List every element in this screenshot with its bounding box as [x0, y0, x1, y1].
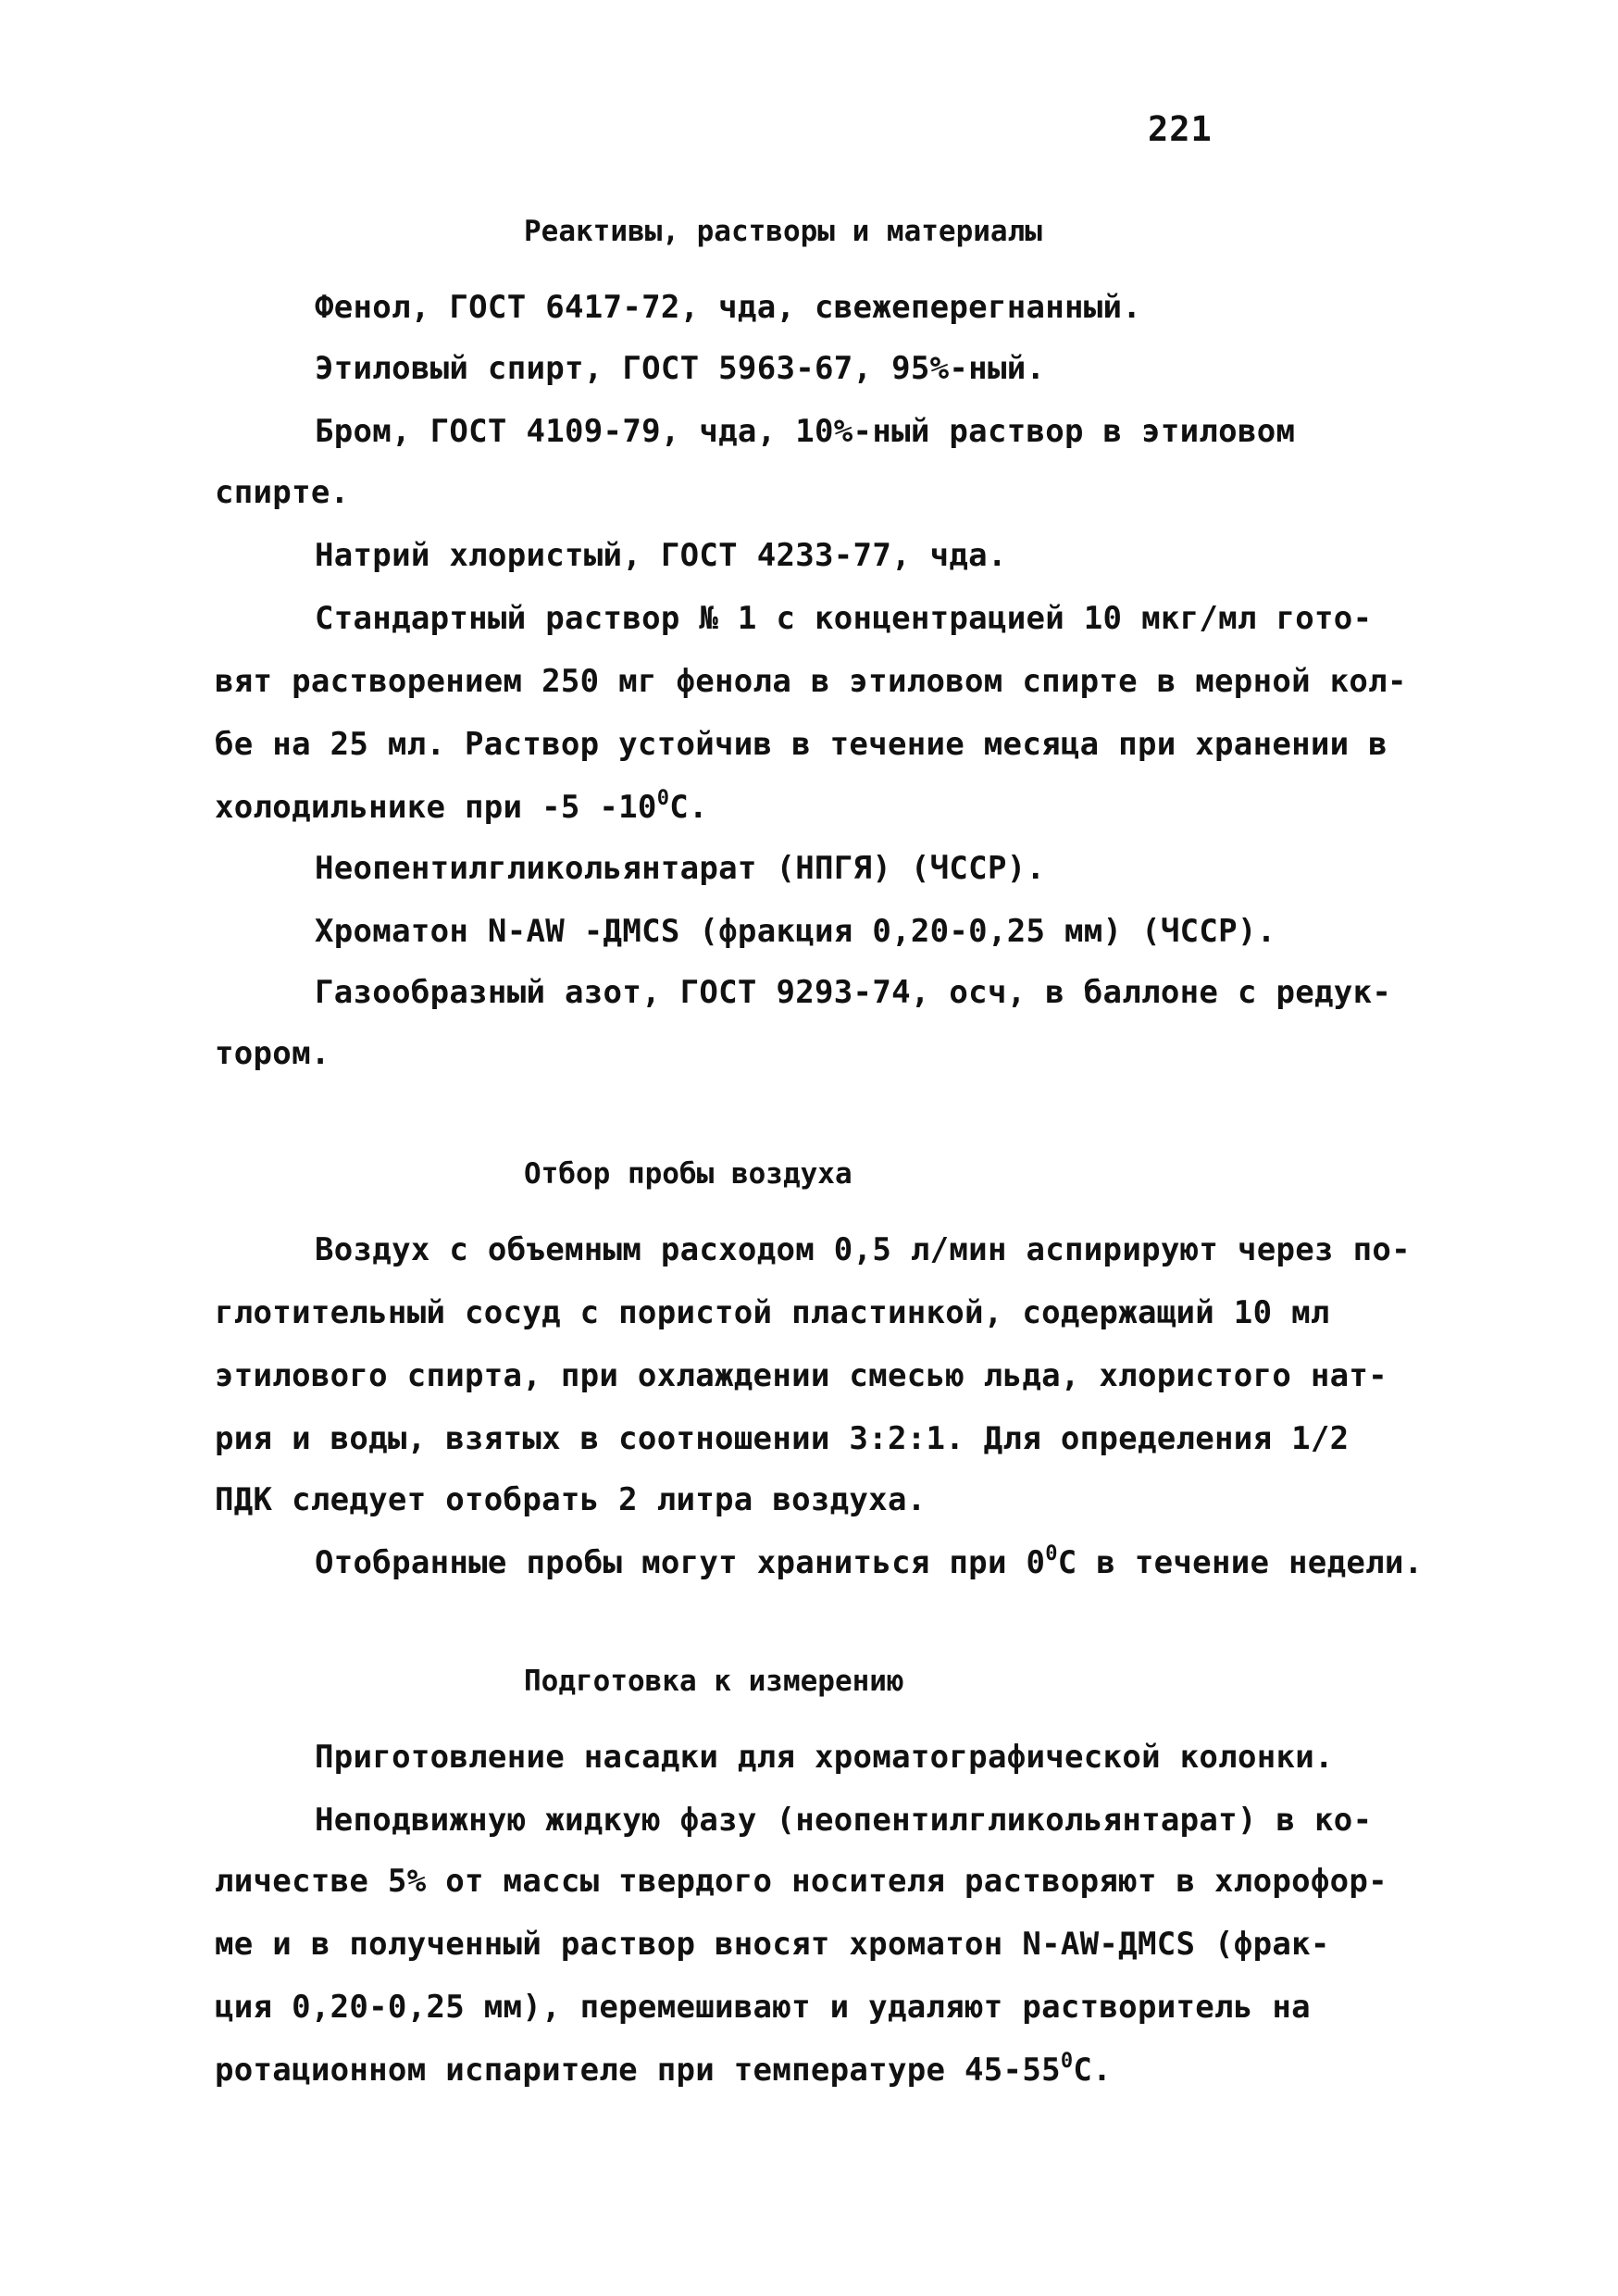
- page-number: 221: [1148, 109, 1213, 149]
- section-heading-sampling: Отбор пробы воздуха: [524, 1157, 853, 1191]
- text-line: спирте.: [215, 474, 350, 511]
- text-line: ме и в полученный раствор вносят хроматон N-AW-ДМСS (фрак-: [215, 1926, 1330, 1963]
- text-line: Воздух с объемным расходом 0,5 л/мин аспирируют через по-: [315, 1231, 1411, 1268]
- text-line: бе на 25 мл. Раствор устойчив в течение месяца при хранении в: [215, 726, 1388, 763]
- text-line: ПДК следует отобрать 2 литра воздуха.: [215, 1481, 927, 1518]
- text-line: Неопентилгликольянтарат (НПГЯ) (ЧССР).: [315, 850, 1046, 887]
- text-line: Приготовление насадки для хроматографической колонки.: [315, 1739, 1334, 1776]
- section-heading-preparation: Подготовка к измерению: [524, 1665, 904, 1698]
- text-line: Этиловый спирт, ГОСТ 5963-67, 95%-ный.: [315, 350, 1046, 387]
- text-fragment: холодильнике при -5 -10: [215, 789, 657, 826]
- text-line: глотительный сосуд с пористой пластинкой, содержащий 10 мл: [215, 1294, 1330, 1331]
- degree-superscript: 0: [1060, 2050, 1074, 2073]
- text-line: Газообразный азот, ГОСТ 9293-74, осч, в баллоне с редук-: [315, 974, 1392, 1011]
- text-line: [315, 1544, 1423, 1581]
- text-line: Неподвижную жидкую фазу (неопентилгликольянтарат) в ко-: [315, 1802, 1373, 1839]
- text-line: вят растворением 250 мг фенола в этиловом спирте в мерной кол-: [215, 663, 1407, 700]
- text-line: Натрий хлористый, ГОСТ 4233-77, чда.: [315, 537, 1007, 574]
- text-line: Хроматон N-AW -ДМСS (фракция 0,20-0,25 мм) (ЧССР).: [315, 913, 1276, 950]
- text-fragment: С.: [669, 789, 708, 826]
- text-line: Бром, ГОСТ 4109-79, чда, 10%-ный раствор в этиловом: [315, 413, 1296, 450]
- text-line: тором.: [215, 1035, 330, 1072]
- text-fragment: С.: [1073, 2052, 1112, 2089]
- text-line: [215, 2052, 1112, 2089]
- text-line: [215, 789, 708, 826]
- text-line: Стандартный раствор № 1 с концентрацией 10 мкг/мл гото-: [315, 600, 1373, 637]
- degree-superscript: 0: [656, 787, 670, 810]
- text-fragment: ротационном испарителе при температуре 45-55: [215, 2052, 1061, 2089]
- section-heading-reagents: Реактивы, растворы и материалы: [524, 215, 1042, 248]
- degree-superscript: 0: [1045, 1542, 1058, 1566]
- text-fragment: Отобранные пробы могут храниться при 0: [315, 1544, 1046, 1581]
- text-line: личестве 5% от массы твердого носителя растворяют в хлорофор-: [215, 1863, 1388, 1900]
- text-line: Фенол, ГОСТ 6417-72, чда, свежеперегнанный.: [315, 289, 1142, 326]
- text-line: ция 0,20-0,25 мм), перемешивают и удаляют растворитель на: [215, 1989, 1311, 2026]
- text-line: этилового спирта, при охлаждении смесью льда, хлористого нат-: [215, 1357, 1388, 1394]
- text-line: рия и воды, взятых в соотношении 3:2:1. Для определения 1/2: [215, 1420, 1350, 1457]
- text-fragment: С в течение недели.: [1057, 1544, 1424, 1581]
